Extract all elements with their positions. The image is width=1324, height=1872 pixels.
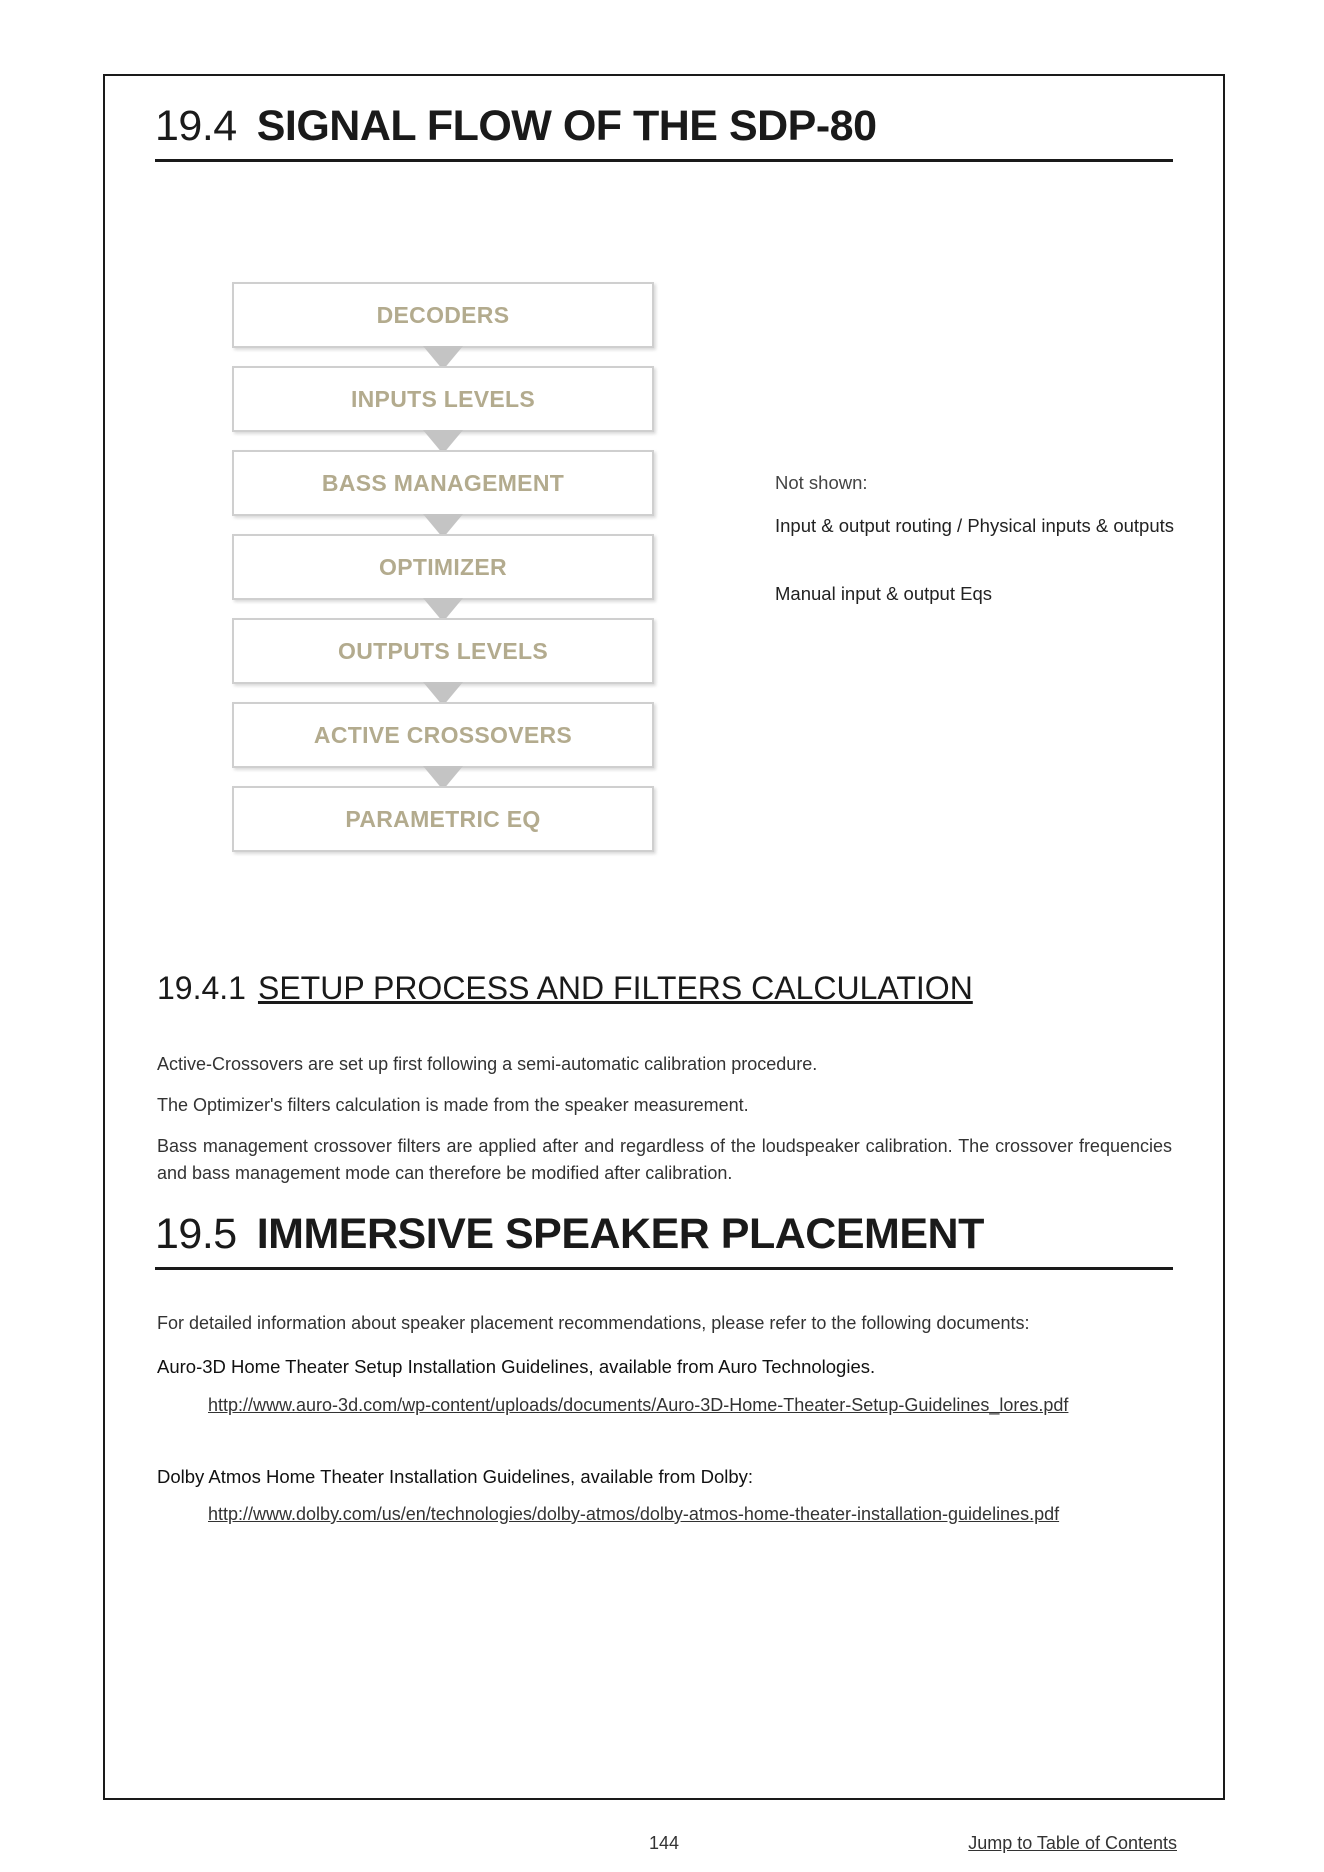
subsection-title: SETUP PROCESS AND FILTERS CALCULATION (257, 970, 973, 1006)
section-heading-19-5 (155, 1210, 1173, 1270)
auro-guidelines-link[interactable]: http://www.auro-3d.com/wp-content/uploads/documents/Auro-3D-Home-Theater-Setup-Guidelines_lores.pdf (208, 1395, 1069, 1415)
flow-step-decoders: DECODERS (232, 282, 654, 348)
subsection-heading-19-4-1 (157, 970, 973, 1007)
section-title: IMMERSIVE SPEAKER PLACEMENT (256, 1210, 984, 1258)
flow-step-parametric-eq: PARAMETRIC EQ (232, 786, 654, 852)
section-number: 19.5 (155, 1210, 237, 1258)
not-shown-item: Manual input & output Eqs (775, 583, 993, 604)
flow-step-optimizer: OPTIMIZER (232, 534, 654, 600)
toc-link[interactable]: Jump to Table of Contents (968, 1833, 1177, 1853)
section-number: 19.4 (155, 102, 237, 150)
paragraph: Active-Crossovers are set up first following a semi-automatic calibration procedure. (157, 1054, 818, 1074)
signal-flow-diagram (232, 282, 654, 852)
section-heading-19-4 (155, 102, 1173, 162)
paragraph: Bass management crossover filters are applied after and regardless of the loudspeaker calibration. The crossover frequencies and bass management mode can therefore be modified after calibration. (157, 1136, 1172, 1183)
subsection-number: 19.4.1 (157, 970, 246, 1006)
document-title-auro: Auro-3D Home Theater Setup Installation Guidelines, available from Auro Technologies. (157, 1356, 876, 1377)
page-number: 144 (649, 1833, 680, 1853)
flow-step-active-crossovers: ACTIVE CROSSOVERS (232, 702, 654, 768)
dolby-guidelines-link[interactable]: http://www.dolby.com/us/en/technologies/dolby-atmos/dolby-atmos-home-theater-installation-guidelines.pdf (208, 1504, 1060, 1524)
section-title: SIGNAL FLOW OF THE SDP-80 (256, 102, 877, 150)
flow-step-bass-management: BASS MANAGEMENT (232, 450, 654, 516)
flow-step-outputs-levels: OUTPUTS LEVELS (232, 618, 654, 684)
paragraph: The Optimizer's filters calculation is made from the speaker measurement. (157, 1095, 749, 1115)
not-shown-item: Input & output routing / Physical inputs & outputs (775, 515, 1175, 536)
flow-step-inputs-levels: INPUTS LEVELS (232, 366, 654, 432)
document-title-dolby: Dolby Atmos Home Theater Installation Guidelines, available from Dolby: (157, 1466, 754, 1487)
not-shown-label: Not shown: (775, 472, 868, 493)
paragraph: For detailed information about speaker placement recommendations, please refer to the following documents: (157, 1313, 1030, 1333)
